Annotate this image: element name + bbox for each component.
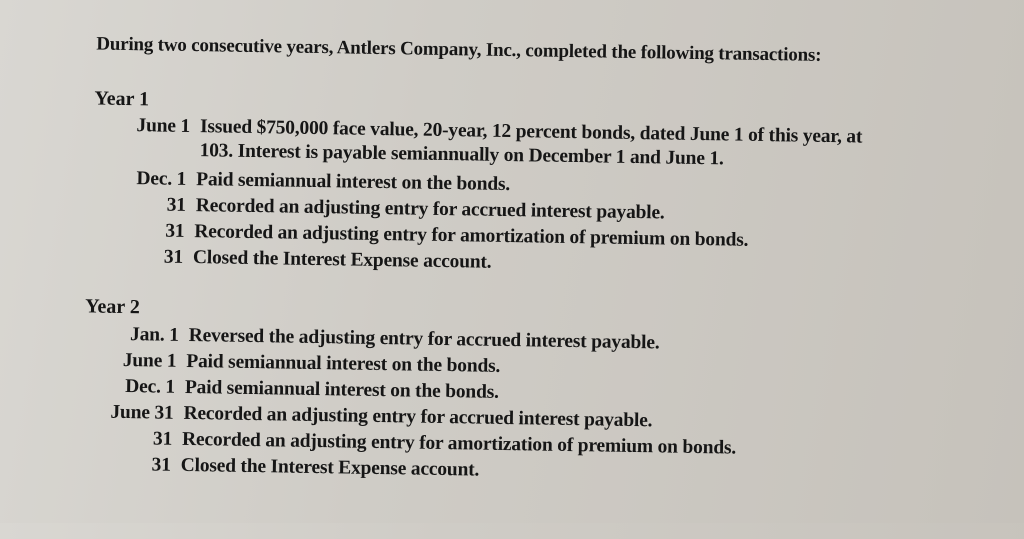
entry-date: June 1 xyxy=(122,349,177,372)
year2-entry-6 xyxy=(151,454,480,482)
year2-entry-2 xyxy=(122,349,501,378)
entry-text: Paid semiannual interest on the bonds. xyxy=(184,376,499,403)
year1-entry-5 xyxy=(163,246,492,274)
year2-entry-3 xyxy=(125,376,499,404)
entry-text: Recorded an adjusting entry for accrued interest payable. xyxy=(195,195,665,224)
entry-text: Recorded an adjusting entry for amortization of premium on bonds. xyxy=(194,221,749,251)
year1-entry-3 xyxy=(166,194,665,224)
entry-text: Paid semiannual interest on the bonds. xyxy=(196,169,511,196)
entry-date: Dec. 1 xyxy=(125,376,176,398)
year2-heading: Year 2 xyxy=(85,295,140,319)
intro-text: During two consecutive years, Antlers Company, Inc., completed the following transactions: xyxy=(96,33,822,66)
entry-date: Dec. 1 xyxy=(136,168,187,190)
year1-entry-2 xyxy=(136,168,511,196)
year1-entry-1 xyxy=(136,115,863,172)
entry-text-continued: 103. Interest is payable semiannually on December 1 and June 1. xyxy=(199,140,724,170)
entry-text: Recorded an adjusting entry for accrued interest payable. xyxy=(183,402,653,432)
entry-text: Paid semiannual interest on the bonds. xyxy=(186,350,501,377)
entry-text: Recorded an adjusting entry for amortization of premium on bonds. xyxy=(181,428,737,459)
entry-text: Closed the Interest Expense account. xyxy=(192,247,492,273)
year2-entry-4 xyxy=(110,401,653,432)
year2-entry-5 xyxy=(152,428,737,460)
entry-date: 31 xyxy=(166,194,186,216)
entry-text: Reversed the adjusting entry for accrued interest payable. xyxy=(188,325,660,354)
entry-date: 31 xyxy=(163,246,184,268)
entry-date: 31 xyxy=(151,454,171,476)
entry-date: June 1 xyxy=(136,115,191,137)
entry-date: June 31 xyxy=(110,401,174,424)
entry-date: 31 xyxy=(165,220,185,242)
entry-text: Closed the Interest Expense account. xyxy=(180,454,480,481)
entry-date: 31 xyxy=(152,428,173,450)
year1-heading: Year 1 xyxy=(94,87,150,111)
entry-date: Jan. 1 xyxy=(129,324,179,346)
year1-entry-4 xyxy=(165,220,749,252)
year2-entry-1 xyxy=(129,324,660,354)
entry-text: Issued $750,000 face value, 20-year, 12 percent bonds, dated June 1 of this year, at xyxy=(199,116,863,148)
